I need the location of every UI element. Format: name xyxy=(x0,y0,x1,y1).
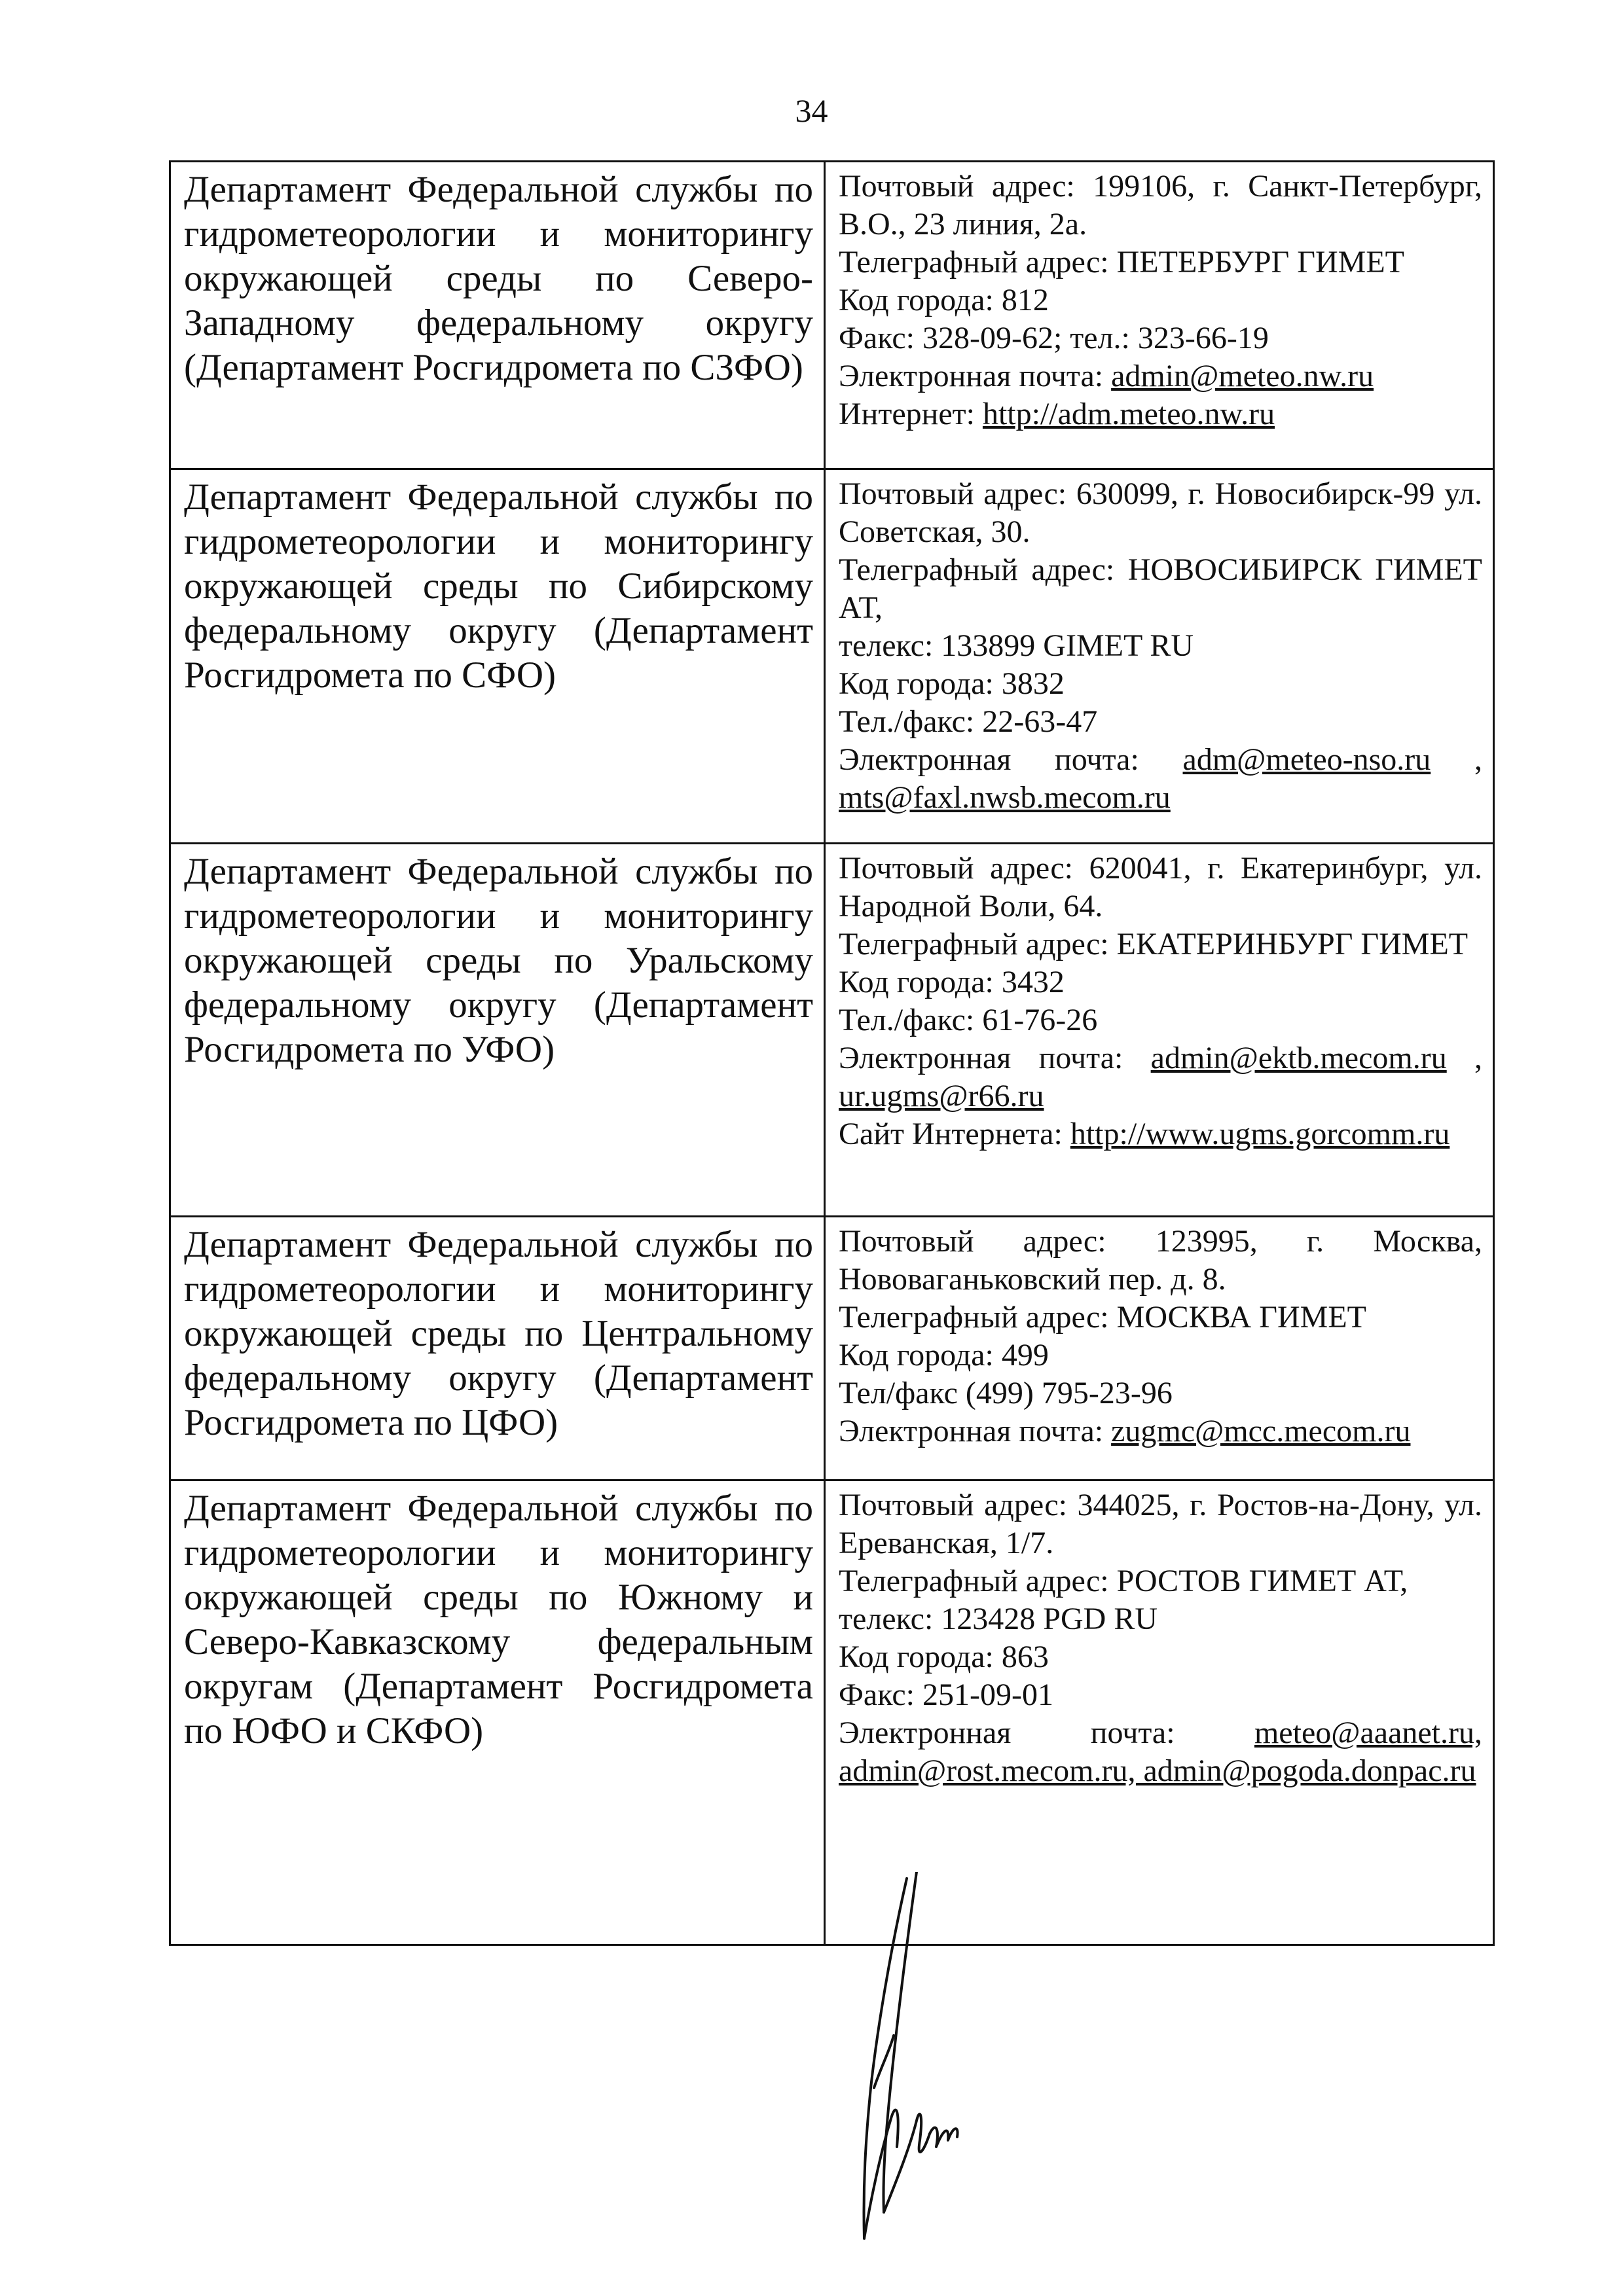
phone-fax: Факс: 328-09-62; тел.: 323-66-19 xyxy=(839,321,1269,355)
email-link[interactable]: admin@ektb.mecom.ru xyxy=(1150,1041,1447,1075)
contact-info-cell xyxy=(825,162,1494,469)
department-name-cell xyxy=(170,844,825,1217)
telex: телекс: 123428 PGD RU xyxy=(839,1602,1158,1636)
email-label: Электронная почта: xyxy=(839,1715,1254,1750)
postal-address: Почтовый адрес: 344025, г. Ростов-на-Дону, ул. Ереванская, 1/7. xyxy=(839,1488,1482,1560)
city-code: Код города: 499 xyxy=(839,1338,1049,1372)
city-code: Код города: 863 xyxy=(839,1640,1049,1674)
table-row xyxy=(170,844,1494,1217)
telegraph-address: Телеграфный адрес: ЕКАТЕРИНБУРГ ГИМЕТ xyxy=(839,927,1468,961)
email-separator: , xyxy=(1431,742,1482,777)
handwritten-signature xyxy=(845,1872,995,2265)
web-line xyxy=(839,395,1482,433)
city-code: Код города: 3832 xyxy=(839,666,1065,701)
page-number: 34 xyxy=(795,92,828,129)
telegraph-address: Телеграфный адрес: НОВОСИБИРСК ГИМЕТ АТ, xyxy=(839,552,1482,625)
department-name: Департамент Федеральной службы по гидрометеорологии и мониторингу окружающей среды по Северо-Западному федеральному округу (Департамент Росгидромета по СЗФО) xyxy=(184,169,813,388)
department-name: Департамент Федеральной службы по гидрометеорологии и мониторингу окружающей среды по Уральскому федеральному округу (Департамент Росгидромета по УФО) xyxy=(184,851,813,1070)
department-name-cell xyxy=(170,469,825,844)
email-link[interactable]: zugmc@mcc.mecom.ru xyxy=(1111,1414,1411,1448)
contact-info-cell xyxy=(825,469,1494,844)
department-name-cell xyxy=(170,1480,825,1945)
telex: телекс: 133899 GIMET RU xyxy=(839,628,1194,663)
email-link-2[interactable]: admin@rost.mecom.ru, admin@pogoda.donpac.ru xyxy=(839,1753,1476,1788)
telegraph-address: Телеграфный адрес: МОСКВА ГИМЕТ xyxy=(839,1300,1366,1335)
email-line xyxy=(839,1714,1482,1790)
email-line xyxy=(839,1039,1482,1115)
email-link[interactable]: admin@meteo.nw.ru xyxy=(1111,359,1374,393)
department-name-cell xyxy=(170,1217,825,1480)
email-label: Электронная почта: xyxy=(839,1041,1151,1075)
contact-info-cell xyxy=(825,1217,1494,1480)
email-label: Электронная почта: xyxy=(839,1414,1112,1448)
department-name-cell xyxy=(170,162,825,469)
city-code: Код города: 812 xyxy=(839,283,1049,317)
email-link[interactable]: meteo@aaanet.ru, xyxy=(1254,1715,1482,1750)
postal-address: Почтовый адрес: 630099, г. Новосибирск-99 ул. Советская, 30. xyxy=(839,476,1482,549)
email-line xyxy=(839,741,1482,817)
phone-fax: Тел./факс: 61-76-26 xyxy=(839,1003,1098,1037)
email-link-2[interactable]: mts@faxl.nwsb.mecom.ru xyxy=(839,780,1171,815)
web-link[interactable]: http://adm.meteo.nw.ru xyxy=(982,397,1275,431)
phone-fax: Тел/факс (499) 795-23-96 xyxy=(839,1376,1173,1410)
contacts-table xyxy=(169,160,1495,1946)
postal-address: Почтовый адрес: 620041, г. Екатеринбург, ул. Народной Воли, 64. xyxy=(839,851,1482,924)
postal-address: Почтовый адрес: 123995, г. Москва, Нововаганьковский пер. д. 8. xyxy=(839,1224,1482,1297)
contact-info-cell xyxy=(825,844,1494,1217)
web-label: Интернет: xyxy=(839,397,983,431)
telegraph-address: Телеграфный адрес: РОСТОВ ГИМЕТ АТ, xyxy=(839,1564,1408,1598)
web-link[interactable]: http://www.ugms.gorcomm.ru xyxy=(1070,1117,1450,1151)
department-name: Департамент Федеральной службы по гидрометеорологии и мониторингу окружающей среды по Южному и Северо-Кавказскому федеральным округам (Департамент Росгидромета по ЮФО и СКФО) xyxy=(184,1488,813,1751)
table-row xyxy=(170,1217,1494,1480)
email-separator: , xyxy=(1446,1041,1482,1075)
city-code: Код города: 3432 xyxy=(839,965,1065,999)
telegraph-address: Телеграфный адрес: ПЕТЕРБУРГ ГИМЕТ xyxy=(839,245,1404,279)
email-label: Электронная почта: xyxy=(839,359,1112,393)
table-row xyxy=(170,1480,1494,1945)
web-line xyxy=(839,1115,1482,1153)
table-row xyxy=(170,162,1494,469)
phone-fax: Факс: 251-09-01 xyxy=(839,1677,1053,1712)
phone-fax: Тел./факс: 22-63-47 xyxy=(839,704,1098,739)
department-name: Департамент Федеральной службы по гидрометеорологии и мониторингу окружающей среды по Сибирскому федеральному округу (Департамент Росгидромета по СФО) xyxy=(184,476,813,696)
table-row xyxy=(170,469,1494,844)
department-name: Департамент Федеральной службы по гидрометеорологии и мониторингу окружающей среды по Центральному федеральному округу (Департамент Росгидромета по ЦФО) xyxy=(184,1224,813,1443)
email-link[interactable]: adm@meteo-nso.ru xyxy=(1182,742,1431,777)
postal-address: Почтовый адрес: 199106, г. Санкт-Петербург, В.О., 23 линия, 2а. xyxy=(839,169,1482,242)
web-label: Сайт Интернета: xyxy=(839,1117,1070,1151)
email-label: Электронная почта: xyxy=(839,742,1183,777)
email-link-2[interactable]: ur.ugms@r66.ru xyxy=(839,1079,1044,1113)
email-line xyxy=(839,1412,1482,1450)
email-line xyxy=(839,357,1482,395)
